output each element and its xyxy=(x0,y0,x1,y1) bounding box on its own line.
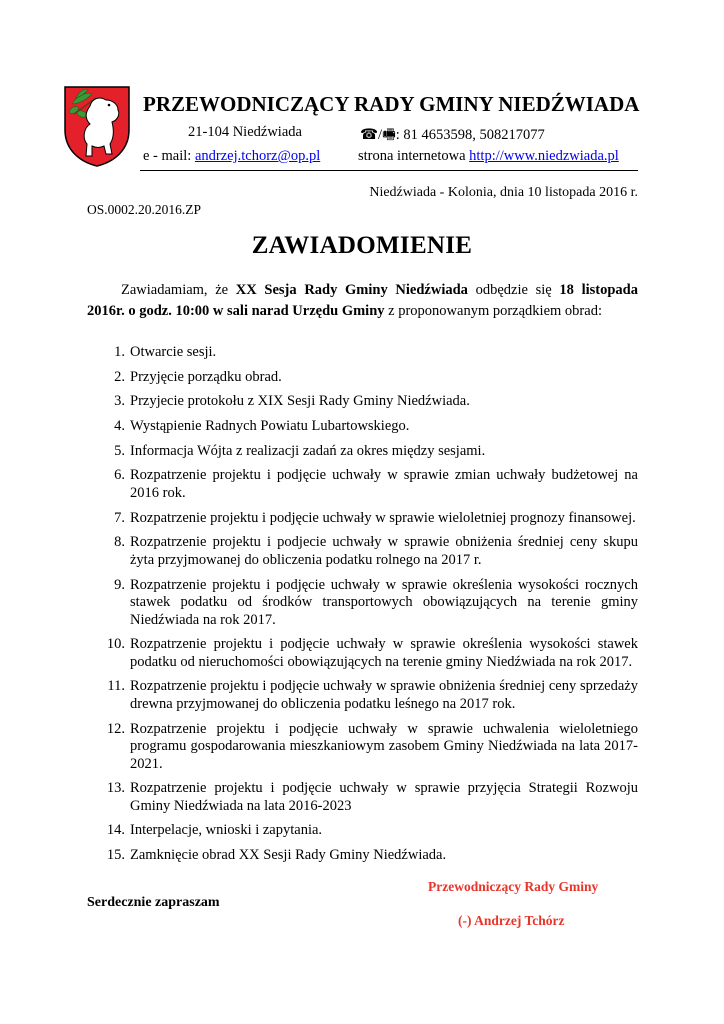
agenda-item xyxy=(87,510,638,528)
agenda-item-text: Interpelacje, wnioski i zapytania. xyxy=(130,822,323,839)
signature-role: Przewodniczący Rady Gminy xyxy=(428,879,599,894)
agenda-item-number: 3. xyxy=(114,393,125,410)
agenda-item-text: Rozpatrzenie projektu i podjęcie uchwały w sprawie zmian uchwały budżetowej na 2016 rok. xyxy=(130,467,638,501)
agenda-item xyxy=(87,847,638,865)
agenda-item xyxy=(87,780,638,815)
agenda-list xyxy=(87,344,638,872)
agenda-item-text: Przyjecie protokołu z XIX Sesji Rady Gminy Niedźwiada. xyxy=(130,393,470,410)
place-and-date: Niedźwiada - Kolonia, dnia 10 listopada 2016 r. xyxy=(369,185,638,200)
agenda-item-number: 13. xyxy=(106,780,125,797)
agenda-item-text: Rozpatrzenie projektu i podjęcie uchwały w sprawie określenia wysokości rocznych stawek podatku od środków transportowych obowiązujących na terenie gminy Niedźwiada na rok 2017. xyxy=(130,576,638,628)
agenda-item xyxy=(87,822,638,840)
agenda-item-number: 14. xyxy=(106,822,125,839)
agenda-item-number: 8. xyxy=(114,534,125,551)
agenda-item xyxy=(87,577,638,630)
agenda-item xyxy=(87,534,638,569)
agenda-item xyxy=(87,443,638,461)
agenda-item-number: 5. xyxy=(114,442,125,459)
bear-shield-icon xyxy=(62,84,132,168)
agenda-item xyxy=(87,636,638,671)
intro-bold-datetime: 18 listopada 2016r. o godz. 10:00 w sali narad Urzędu Gminy xyxy=(87,282,638,319)
agenda-item-text: Rozpatrzenie projektu i podjęcie uchwały w sprawie obniżenia średniej ceny sprzedaży drewna przyjmowanej do obliczenia podatku leśnego na 2017 rok. xyxy=(130,678,638,712)
agenda-item-number: 6. xyxy=(114,467,125,484)
agenda-item-text: Wystąpienie Radnych Powiatu Lubartowskiego. xyxy=(130,418,410,435)
intro-text-2: odbędzie się xyxy=(467,282,560,298)
address: 21-104 Niedźwiada xyxy=(188,124,302,140)
phone-fax: ☎/🖷: 81 4653598, 508217077 xyxy=(360,127,545,143)
agenda-item-number: 15. xyxy=(106,847,125,864)
agenda-item-text: Rozpatrzenie projektu i podjecie uchwały w sprawie obniżenia średniej ceny skupu żyta przyjmowanej do obliczenia podatku rolnego na 2017 r. xyxy=(130,534,638,568)
agenda-item-text: Rozpatrzenie projektu i podjęcie uchwały w sprawie określenia wysokości stawek podatku od nieruchomości obowiązujących na terenie gminy Niedźwiada na rok 2017. xyxy=(130,636,638,670)
agenda-item xyxy=(87,721,638,774)
website-link[interactable]: http://www.niedzwiada.pl xyxy=(469,148,619,164)
agenda-item-number: 11. xyxy=(107,678,125,695)
agenda-item xyxy=(87,467,638,502)
header-divider xyxy=(140,170,638,171)
website-label: strona internetowa xyxy=(358,148,470,164)
website-line xyxy=(358,148,619,165)
agenda-item-text: Zamknięcie obrad XX Sesji Rady Gminy Niedźwiada. xyxy=(130,847,447,864)
intro-text-3: z proponowanym porządkiem obrad: xyxy=(384,303,602,319)
org-title: PRZEWODNICZĄCY RADY GMINY NIEDŹWIADA xyxy=(143,92,640,116)
agenda-item-number: 1. xyxy=(114,344,125,360)
agenda-item xyxy=(87,678,638,713)
agenda-item xyxy=(87,344,638,362)
email-line xyxy=(143,148,320,165)
agenda-item xyxy=(87,418,638,436)
agenda-item-text: Rozpatrzenie projektu i podjęcie uchwały w sprawie przyjęcia Strategii Rozwoju Gminy Niedźwiada na lata 2016-2023 xyxy=(130,780,638,814)
coat-of-arms-logo xyxy=(62,84,132,168)
closing-line: Serdecznie zapraszam xyxy=(87,895,220,910)
agenda-item-number: 12. xyxy=(106,720,125,737)
email-link[interactable]: andrzej.tchorz@op.pl xyxy=(194,148,321,164)
agenda-item xyxy=(87,369,638,387)
document-title: ZAWIADOMIENIE xyxy=(251,232,473,259)
agenda-item-text: Informacja Wójta z realizacji zadań za okres między sesjami. xyxy=(130,442,486,459)
agenda-item-text: Otwarcie sesji. xyxy=(130,344,217,360)
agenda-item-number: 10. xyxy=(106,636,125,653)
agenda-item-number: 2. xyxy=(114,368,125,385)
reference-number: OS.0002.20.2016.ZP xyxy=(87,202,202,217)
agenda-item-number: 4. xyxy=(114,418,125,435)
email-label: e - mail: xyxy=(143,148,195,164)
agenda-item-text: Rozpatrzenie projektu i podjęcie uchwały w sprawie wieloletniej prognozy finansowej. xyxy=(130,509,636,526)
agenda-item-text: Rozpatrzenie projektu i podjęcie uchwały w sprawie uchwalenia wieloletniego programu gospodarowania mieszkaniowym zasobem Gminy Niedźwiada na lata 2017-2021. xyxy=(130,720,638,772)
signature-name: (-) Andrzej Tchórz xyxy=(458,913,565,928)
intro-text-1: Zawiadamiam, że xyxy=(121,282,236,298)
intro-bold-session: XX Sesja Rady Gminy Niedźwiada xyxy=(235,282,468,298)
intro-paragraph xyxy=(87,280,638,322)
agenda-item-number: 7. xyxy=(114,509,125,526)
agenda-item xyxy=(87,393,638,411)
agenda-item-number: 9. xyxy=(114,576,125,593)
agenda-item-text: Przyjęcie porządku obrad. xyxy=(130,368,282,385)
